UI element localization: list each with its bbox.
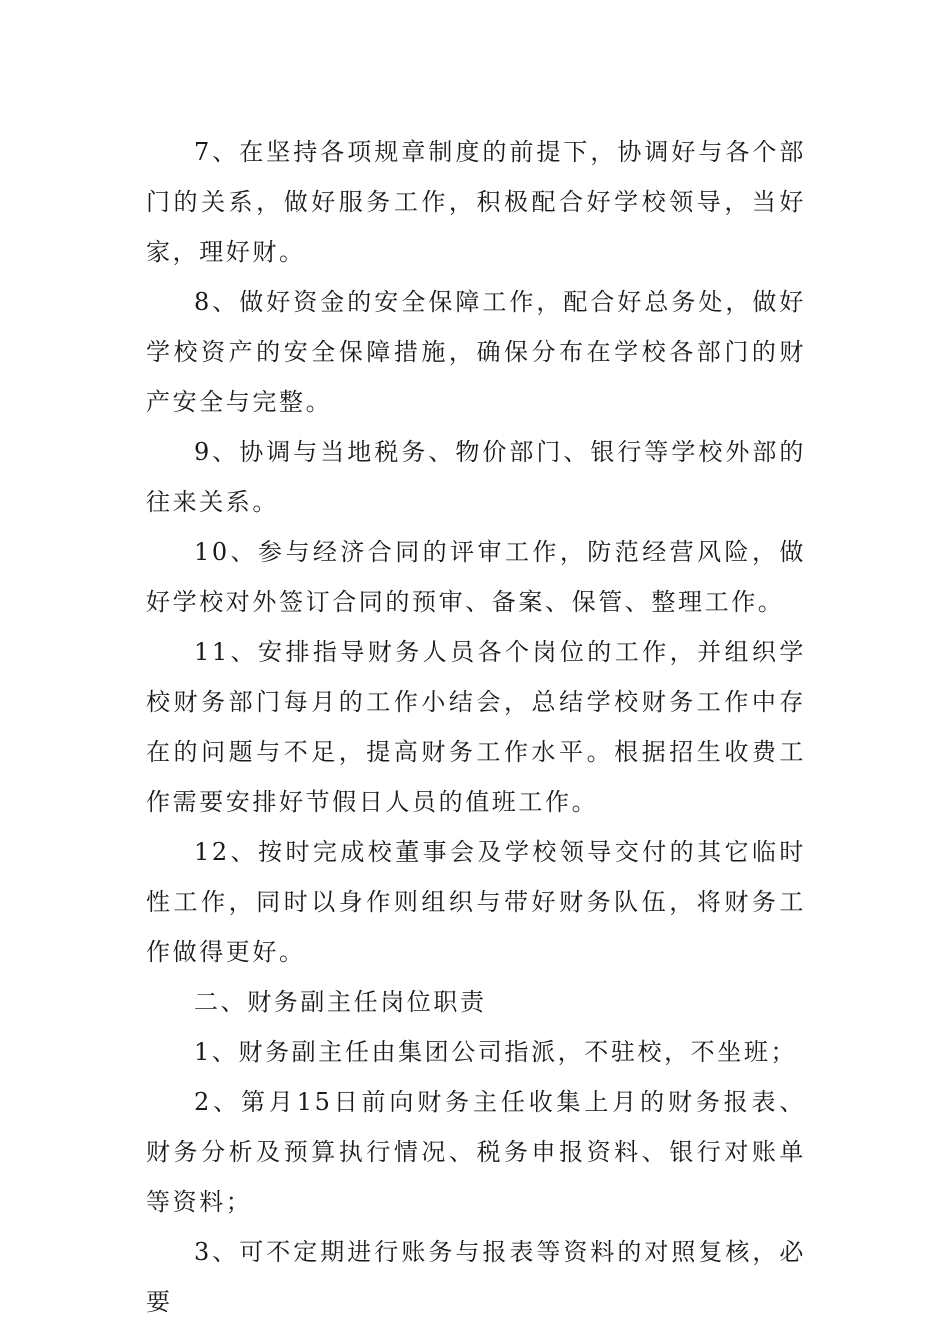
paragraph-item-9: 9、协调与当地税务、物价部门、银行等学校外部的往来关系。 <box>146 438 806 516</box>
section-heading: 二、财务副主任岗位职责 <box>194 988 487 1016</box>
paragraph-item-8: 8、做好资金的安全保障工作，配合好总务处，做好学校资产的安全保障措施，确保分布在学校各部门的财产安全与完整。 <box>146 288 806 416</box>
paragraph-item-11: 11、安排指导财务人员各个岗位的工作，并组织学校财务部门每月的工作小结会，总结学校财务工作中存在的问题与不足，提高财务工作水平。根据招生收费工作需要安排好节假日人员的值班工作。 <box>146 638 806 816</box>
paragraph-item-7: 7、在坚持各项规章制度的前提下，协调好与各个部门的关系，做好服务工作，积极配合好学校领导，当好家，理好财。 <box>146 138 806 266</box>
paragraph-item-10: 10、参与经济合同的评审工作，防范经营风险，做好学校对外签订合同的预审、备案、保管、整理工作。 <box>146 538 806 616</box>
paragraph-item-12: 12、按时完成校董事会及学校领导交付的其它临时性工作，同时以身作则组织与带好财务队伍，将财务工作做得更好。 <box>146 838 806 966</box>
document-body <box>146 127 806 1327</box>
paragraph-item-2: 2、第月15日前向财务主任收集上月的财务报表、财务分析及预算执行情况、税务申报资料、银行对账单等资料； <box>146 1088 806 1216</box>
paragraph-item-1: 1、财务副主任由集团公司指派，不驻校，不坐班； <box>194 1038 798 1066</box>
paragraph-item-3: 3、可不定期进行账务与报表等资料的对照复核，必要 <box>146 1238 806 1316</box>
